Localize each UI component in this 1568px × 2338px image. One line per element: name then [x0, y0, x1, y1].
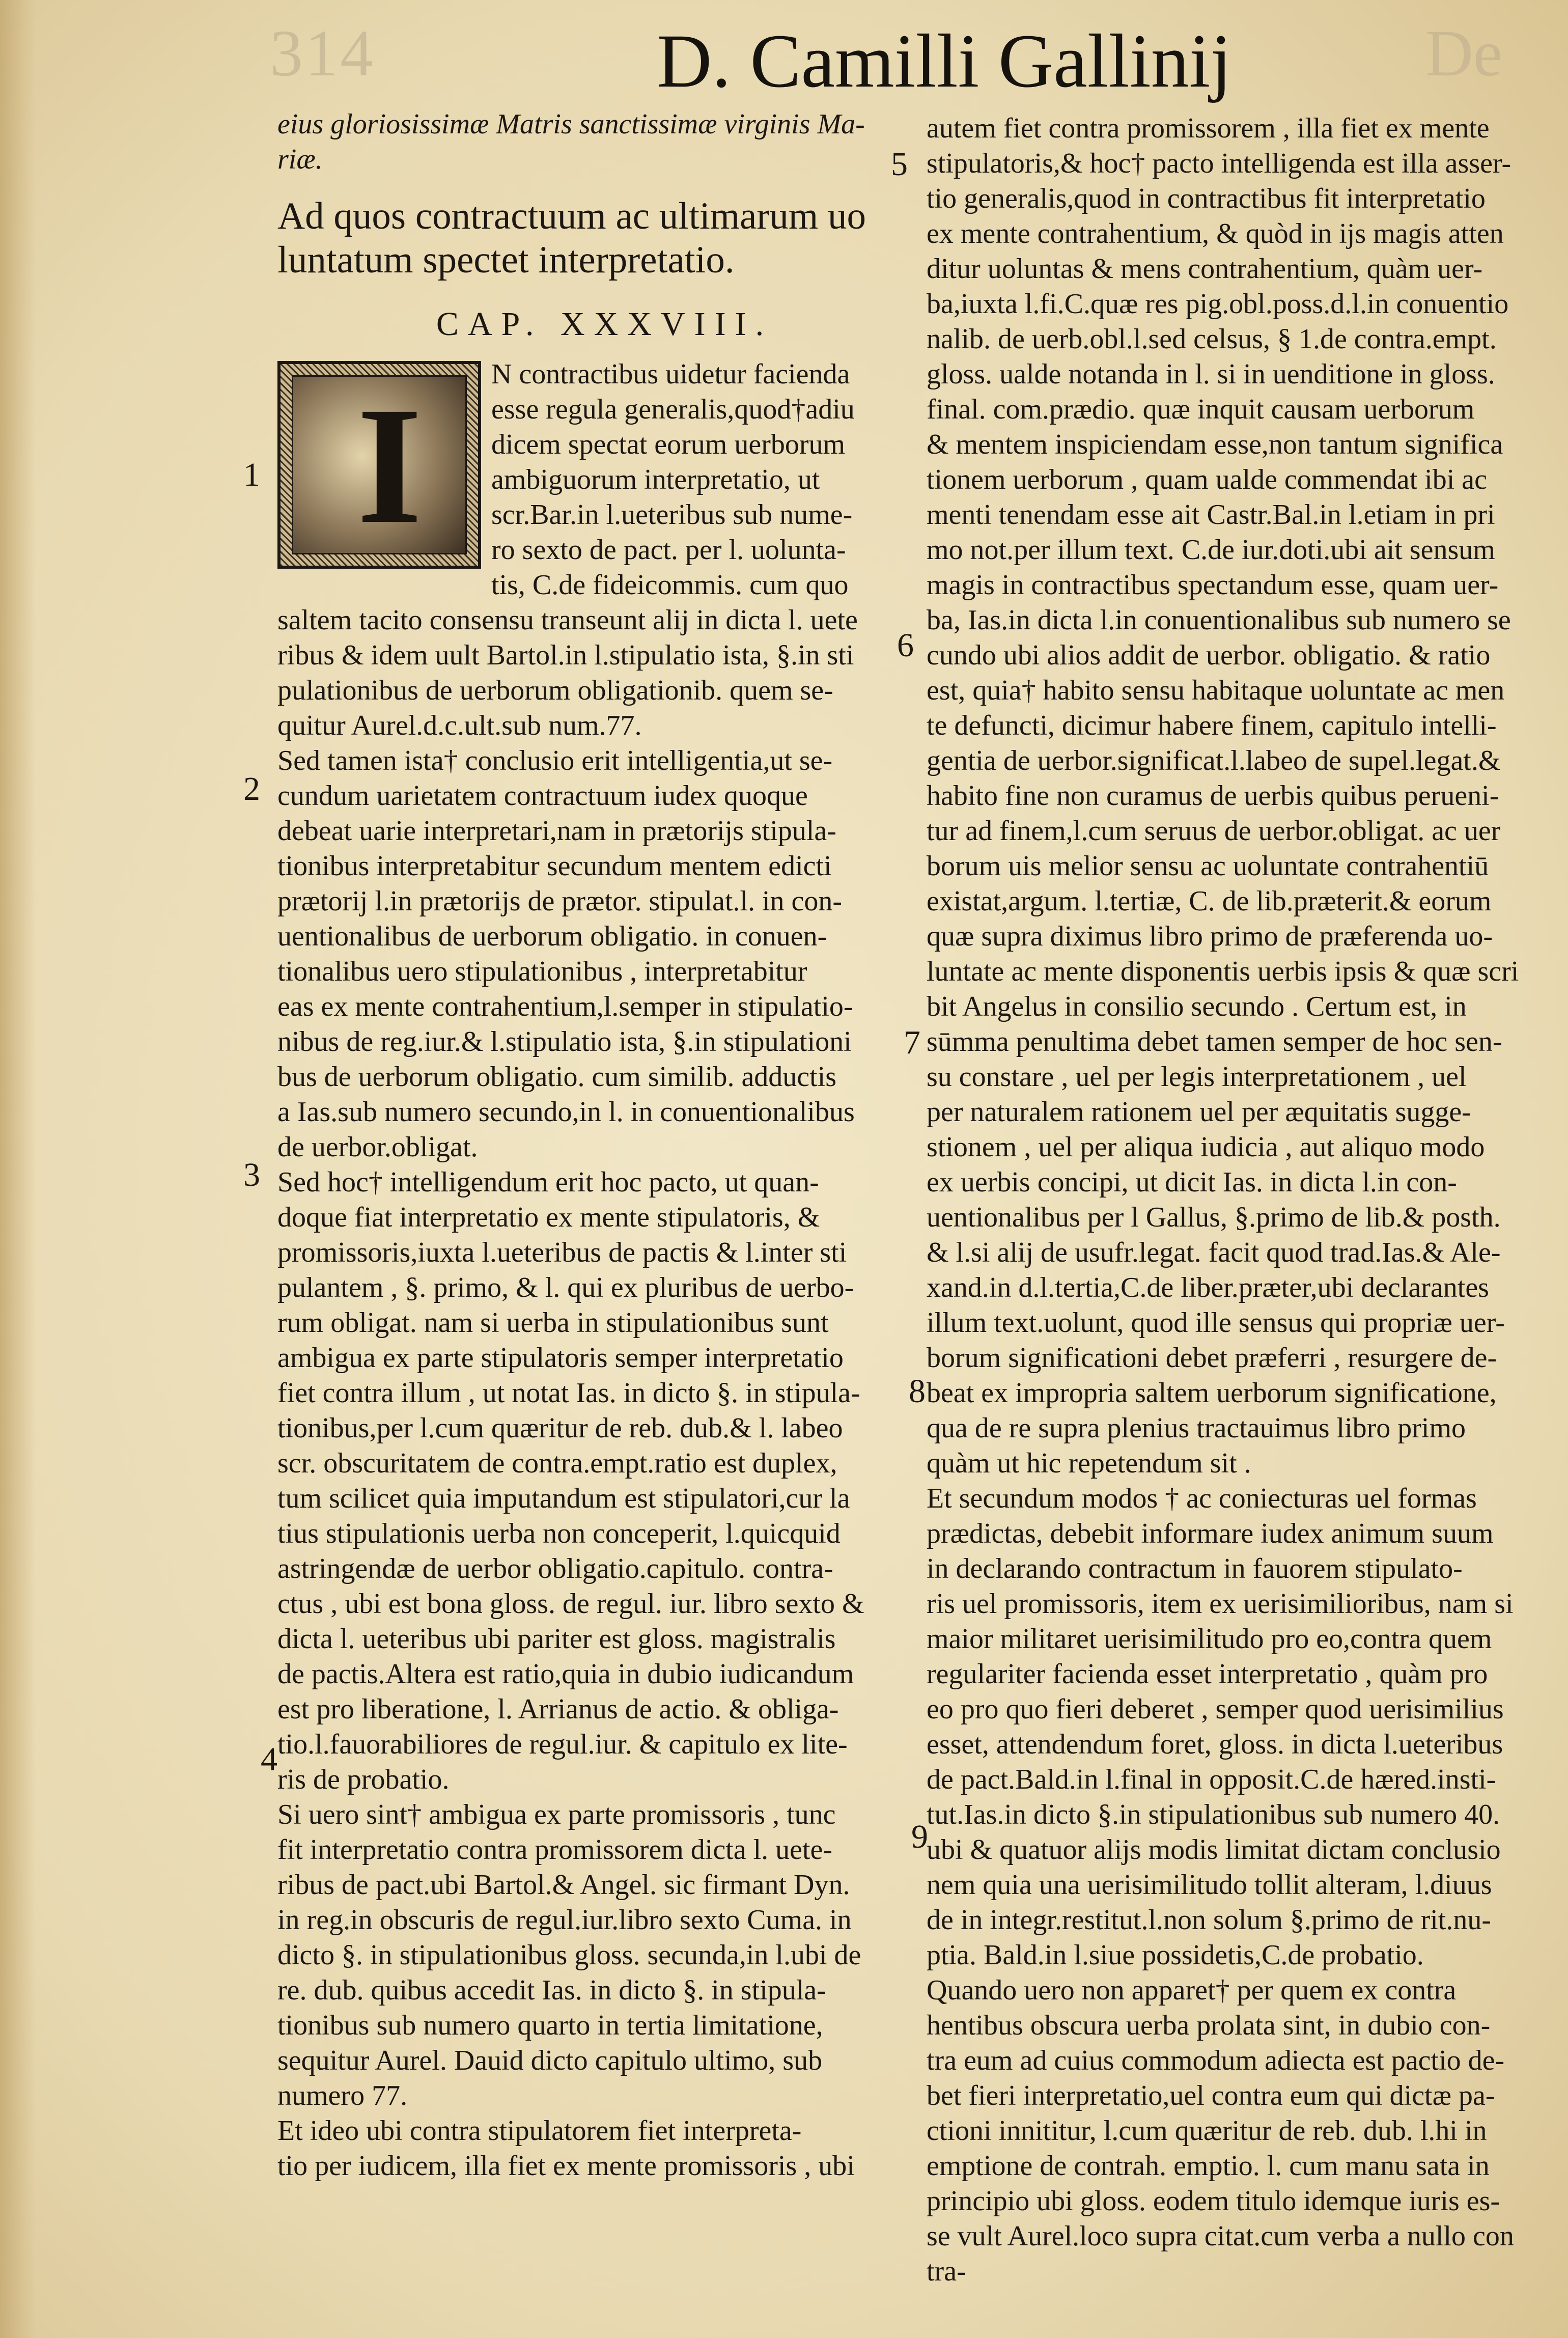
- text-line: eas ex mente contrahentium,l.semper in stipulatio-: [277, 991, 853, 1022]
- text-line: nem quia una uerisimilitudo tollit alteram, l.diuus: [927, 1869, 1492, 1901]
- text-line: debeat uarie interpretari,nam in prætorijs stipula-: [277, 815, 836, 847]
- text-line: ris de probatio.: [277, 1764, 450, 1795]
- text-line: menti tenendam esse ait Castr.Bal.in l.etiam in pri: [927, 499, 1495, 531]
- text-line: autem fiet contra promissorem , illa fiet ex mente: [927, 113, 1490, 144]
- text-line: prædictas, debebit informare iudex animum suum: [927, 1518, 1494, 1549]
- chapter-heading-line: luntatum spectet interpretatio.: [277, 239, 735, 281]
- text-line: tionem uerborum , quam ualde commendat ibi ac: [927, 464, 1487, 495]
- text-line: nalib. de uerb.obl.l.sed celsus, § 1.de contra.empt.: [927, 323, 1497, 355]
- text-line: habito fine non curamus de uerbis quibus perueni-: [927, 780, 1499, 812]
- text-line: ribus & idem uult Bartol.in l.stipulatio ista, §.in sti: [277, 639, 854, 671]
- text-line: rum obligat. nam si uerba in stipulationibus sunt: [277, 1307, 829, 1339]
- text-line: ambigua ex parte stipulatoris semper interpretatio: [277, 1342, 844, 1374]
- text-line: fit interpretatio contra promissorem dicta l. uete-: [277, 1834, 833, 1866]
- text-line: tio per iudicem, illa fiet ex mente promissoris , ubi: [277, 2150, 855, 2182]
- text-line: Et ideo ubi contra stipulatorem fiet interpreta-: [277, 2115, 802, 2147]
- text-line: eius gloriosissimæ Matris sanctissimæ virginis Ma-: [277, 108, 865, 140]
- text-line: bus de uerborum obligatio. cum similib. adductis: [277, 1061, 837, 1093]
- text-line: su constare , uel per legis interpretationem , uel: [927, 1061, 1467, 1093]
- initial-letter: I: [357, 373, 423, 559]
- text-line: ctioni innititur, l.cum quæritur de reb. dub. l.hi in: [927, 2115, 1487, 2147]
- text-line: promissoris,iuxta l.ueteribus de pactis & l.inter sti: [277, 1237, 847, 1268]
- text-line: Si uero sint† ambigua ex parte promissoris , tunc: [277, 1799, 836, 1830]
- text-line: scr. obscuritatem de contra.empt.ratio est duplex,: [277, 1448, 837, 1479]
- text-line: existat,argum. l.tertiæ, C. de lib.præterit.& eorum: [927, 885, 1492, 917]
- text-line: tur ad finem,l.cum seruus de uerbor.obligat. ac uer: [927, 815, 1501, 847]
- left-body-text: [277, 357, 891, 2184]
- page-edge-shadow: [0, 0, 36, 2338]
- text-line: luntate ac mente disponentis uerbis ipsis & quæ scri: [927, 956, 1519, 987]
- text-line: dicem spectat eorum uerborum: [491, 429, 846, 460]
- text-line: stipulatoris,& hoc† pacto intelligenda est illa asser-: [927, 148, 1511, 179]
- text-line: gloss. ualde notanda in l. si in uenditione in gloss.: [927, 358, 1495, 390]
- text-line: prætorij l.in prætorijs de prætor. stipulat.l. in con-: [277, 885, 843, 917]
- text-line: uentionalibus de uerborum obligatio. in conuen-: [277, 921, 827, 952]
- text-line: stionem , uel per aliqua iudicia , aut aliquo modo: [927, 1131, 1485, 1163]
- text-line: esset, attendendum foret, gloss. in dicta l.ueteribus: [927, 1729, 1503, 1760]
- text-line: hentibus obscura uerba prolata sint, in dubio con-: [927, 2010, 1491, 2041]
- text-line: tum scilicet quia imputandum est stipulatori,cur la: [277, 1483, 850, 1514]
- text-line: tra-: [927, 2256, 966, 2287]
- page-number: 314: [270, 17, 375, 90]
- text-line: ris uel promissoris, item ex uerisimilioribus, nam si: [927, 1588, 1514, 1620]
- text-line: scr.Bar.in l.ueteribus sub nume-: [491, 499, 853, 531]
- text-line: saltem tacito consensu transeunt alij in dicta l. uete: [277, 604, 858, 636]
- text-line: borum significationi debet præferri , resurgere de-: [927, 1342, 1497, 1374]
- text-line: mo not.per illum text. C.de iur.doti.ubi ait sensum: [927, 534, 1495, 566]
- text-line: se vult Aurel.loco supra citat.cum verba a nullo con: [927, 2220, 1514, 2252]
- text-line: maior militaret uerisimilitudo pro eo,contra quem: [927, 1623, 1492, 1655]
- bleed-through-title: De: [1425, 17, 1503, 90]
- text-line: per naturalem rationem uel per æquitatis sugge-: [927, 1096, 1471, 1128]
- text-line: tionibus interpretabitur secundum mentem edicti: [277, 850, 832, 882]
- text-line: ro sexto de pact. per l. uolunta-: [491, 534, 846, 566]
- text-line: pulationibus de uerborum obligationib. quem se-: [277, 675, 833, 706]
- text-line: tio.l.fauorabiliores de regul.iur. & capitulo ex lite-: [277, 1729, 848, 1760]
- margin-number: 5: [891, 146, 908, 183]
- chapter-heading-line: Ad quos contractuum ac ultimarum uo: [277, 195, 866, 237]
- text-line: tra eum ad cuius commodum adiecta est pactio de-: [927, 2045, 1505, 2076]
- text-line: eo pro quo fieri deberet , semper quod uerisimilius: [927, 1693, 1504, 1725]
- text-line: ubi & quatuor alijs modis limitat dictam conclusio: [927, 1834, 1501, 1866]
- text-line: ditur uoluntas & mens contrahentium, quàm uer-: [927, 253, 1483, 285]
- text-line: ba,iuxta l.fi.C.quæ res pig.obl.poss.d.l.in conuentio: [927, 288, 1509, 320]
- text-line: riæ.: [277, 144, 323, 175]
- text-line: N contractibus uidetur facienda: [491, 358, 850, 390]
- text-line: esse regula generalis,quod†adiu: [491, 394, 855, 425]
- text-line: ptia. Bald.in l.siue possidetis,C.de probatio.: [927, 1939, 1424, 1971]
- text-line: nibus de reg.iur.& l.stipulatio ista, §.in stipulationi: [277, 1026, 852, 1057]
- text-line: ex uerbis concipi, ut dicit Ias. in dicta l.in con-: [927, 1166, 1457, 1198]
- text-line: est pro liberatione, l. Arrianus de actio. & obliga-: [277, 1693, 839, 1725]
- text-line: de in integr.restitut.l.non solum §.primo de rit.nu-: [927, 1904, 1491, 1936]
- running-title: D. Camilli Gallinij: [657, 19, 1232, 103]
- text-line: numero 77.: [277, 2080, 408, 2111]
- text-line: tionalibus uero stipulationibus , interpretabitur: [277, 956, 807, 987]
- text-line: final. com.prædio. quæ inquit causam uerborum: [927, 394, 1475, 425]
- text-line: de pactis.Altera est ratio,quia in dubio iudicandum: [277, 1658, 854, 1690]
- text-line: fiet contra illum , ut notat Ias. in dicto §. in stipula-: [277, 1377, 860, 1409]
- text-line: in reg.in obscuris de regul.iur.libro sexto Cuma. in: [277, 1904, 852, 1936]
- text-line: principio ubi gloss. eodem titulo idemque iuris es-: [927, 2185, 1500, 2217]
- margin-number: 6: [897, 627, 914, 664]
- text-line: Et secundum modos † ac coniecturas uel formas: [927, 1483, 1477, 1514]
- text-line: ribus de pact.ubi Bartol.& Angel. sic firmant Dyn.: [277, 1869, 850, 1901]
- text-line: in declarando contractum in fauorem stipulato-: [927, 1553, 1463, 1584]
- text-line: borum uis melior sensu ac uoluntate contrahentiū: [927, 850, 1489, 882]
- text-line: dicta l. ueteribus ubi pariter est gloss. magistralis: [277, 1623, 836, 1655]
- text-line: cundum uarietatem contractuum iudex quoque: [277, 780, 808, 812]
- text-line: & l.si alij de usufr.legat. facit quod trad.Ias.& Ale-: [927, 1237, 1501, 1268]
- margin-number: 8: [909, 1373, 926, 1410]
- text-line: est, quia† habito sensu habitaque uoluntate ac men: [927, 675, 1505, 706]
- chapter-body: [277, 357, 891, 2184]
- text-line: pulantem , §. primo, & l. qui ex pluribus de uerbo-: [277, 1272, 854, 1303]
- text-line: ctus , ubi est bona gloss. de regul. iur. libro sexto &: [277, 1588, 864, 1620]
- text-line: bit Angelus in consilio secundo . Certum est, in: [927, 991, 1467, 1022]
- text-line: quæ supra diximus libro primo de præferenda uo-: [927, 921, 1493, 952]
- text-line: quàm ut hic repetendum sit .: [927, 1448, 1251, 1479]
- text-line: de pact.Bald.in l.final in opposit.C.de hæred.insti-: [927, 1764, 1496, 1795]
- text-line: doque fiat interpretatio ex mente stipulatoris, &: [277, 1202, 820, 1233]
- text-line: uentionalibus per l Gallus, §.primo de lib.& posth.: [927, 1202, 1501, 1233]
- text-line: sūmma penultima debet tamen semper de hoc sen-: [927, 1026, 1502, 1057]
- text-line: tionibus sub numero quarto in tertia limitatione,: [277, 2010, 823, 2041]
- text-line: & mentem inspiciendam esse,non tantum significa: [927, 429, 1503, 460]
- decorated-initial: [277, 361, 481, 569]
- page-header: [0, 0, 1568, 107]
- text-line: tionibus,per l.cum quæritur de reb. dub.& l. labeo: [277, 1412, 843, 1444]
- text-line: ambiguorum interpretatio, ut: [491, 464, 820, 495]
- right-column: [927, 111, 1519, 2289]
- text-line: Sed hoc† intelligendum erit hoc pacto, ut quan-: [277, 1166, 819, 1198]
- text-line: cundo ubi alios addit de uerbor. obligatio. & ratio: [927, 639, 1491, 671]
- margin-number: 9: [911, 1818, 928, 1855]
- intro-text: [277, 107, 891, 177]
- text-line: tio generalis,quod in contractibus fit interpretatio: [927, 183, 1486, 214]
- text-line: gentia de uerbor.significat.l.labeo de supel.legat.&: [927, 745, 1501, 776]
- text-line: dicto §. in stipulationibus gloss. secunda,in l.ubi de: [277, 1939, 861, 1971]
- text-line: Sed tamen ista† conclusio erit intelligentia,ut se-: [277, 745, 833, 776]
- text-line: bet fieri interpretatio,uel contra eum qui dictæ pa-: [927, 2080, 1495, 2111]
- text-line: ex mente contrahentium, & quòd in ijs magis atten: [927, 218, 1504, 249]
- text-line: quitur Aurel.d.c.ult.sub num.77.: [277, 710, 642, 741]
- margin-number: 1: [243, 456, 260, 493]
- margin-number: 4: [261, 1741, 277, 1778]
- margin-number: 2: [243, 770, 260, 808]
- right-body-text: [927, 111, 1519, 2289]
- text-line: ba, Ias.in dicta l.in conuentionalibus sub numero se: [927, 604, 1511, 636]
- text-line: qua de re supra plenius tractauimus libro primo: [927, 1412, 1466, 1444]
- text-line: de uerbor.obligat.: [277, 1131, 478, 1163]
- text-line: illum text.uolunt, quod ille sensus qui propriæ uer-: [927, 1307, 1505, 1339]
- text-line: Quando uero non apparet† per quem ex contra: [927, 1974, 1457, 2006]
- text-line: tis, C.de fideicommis. cum quo: [491, 569, 849, 601]
- text-line: re. dub. quibus accedit Ias. in dicto §. in stipula-: [277, 1974, 826, 2006]
- margin-number: 3: [243, 1156, 260, 1193]
- text-line: emptione de contrah. emptio. l. cum manu sata in: [927, 2150, 1490, 2182]
- text-line: xand.in d.l.tertia,C.de liber.præter,ubi declarantes: [927, 1272, 1489, 1303]
- text-line: tius stipulationis uerba non conceperit, l.quicquid: [277, 1518, 841, 1549]
- text-line: astringendæ de uerbor obligatio.capitulo. contra-: [277, 1553, 833, 1584]
- text-line: beat ex impropria saltem uerborum significatione,: [927, 1377, 1497, 1409]
- text-line: te defuncti, dicimur habere finem, capitulo intelli-: [927, 710, 1497, 741]
- left-column: [277, 107, 891, 2184]
- chapter-number: CAP. XXXVIII.: [436, 305, 773, 343]
- text-line: sequitur Aurel. Dauid dicto capitulo ultimo, sub: [277, 2045, 823, 2076]
- text-line: a Ias.sub numero secundo,in l. in conuentionalibus: [277, 1096, 855, 1128]
- text-line: regulariter facienda esset interpretatio , quàm pro: [927, 1658, 1488, 1690]
- chapter-heading: [277, 194, 891, 282]
- margin-number: 7: [904, 1024, 920, 1061]
- text-line: tut.Ias.in dicto §.in stipulationibus sub numero 40.: [927, 1799, 1500, 1830]
- text-line: magis in contractibus spectandum esse, quam uer-: [927, 569, 1499, 601]
